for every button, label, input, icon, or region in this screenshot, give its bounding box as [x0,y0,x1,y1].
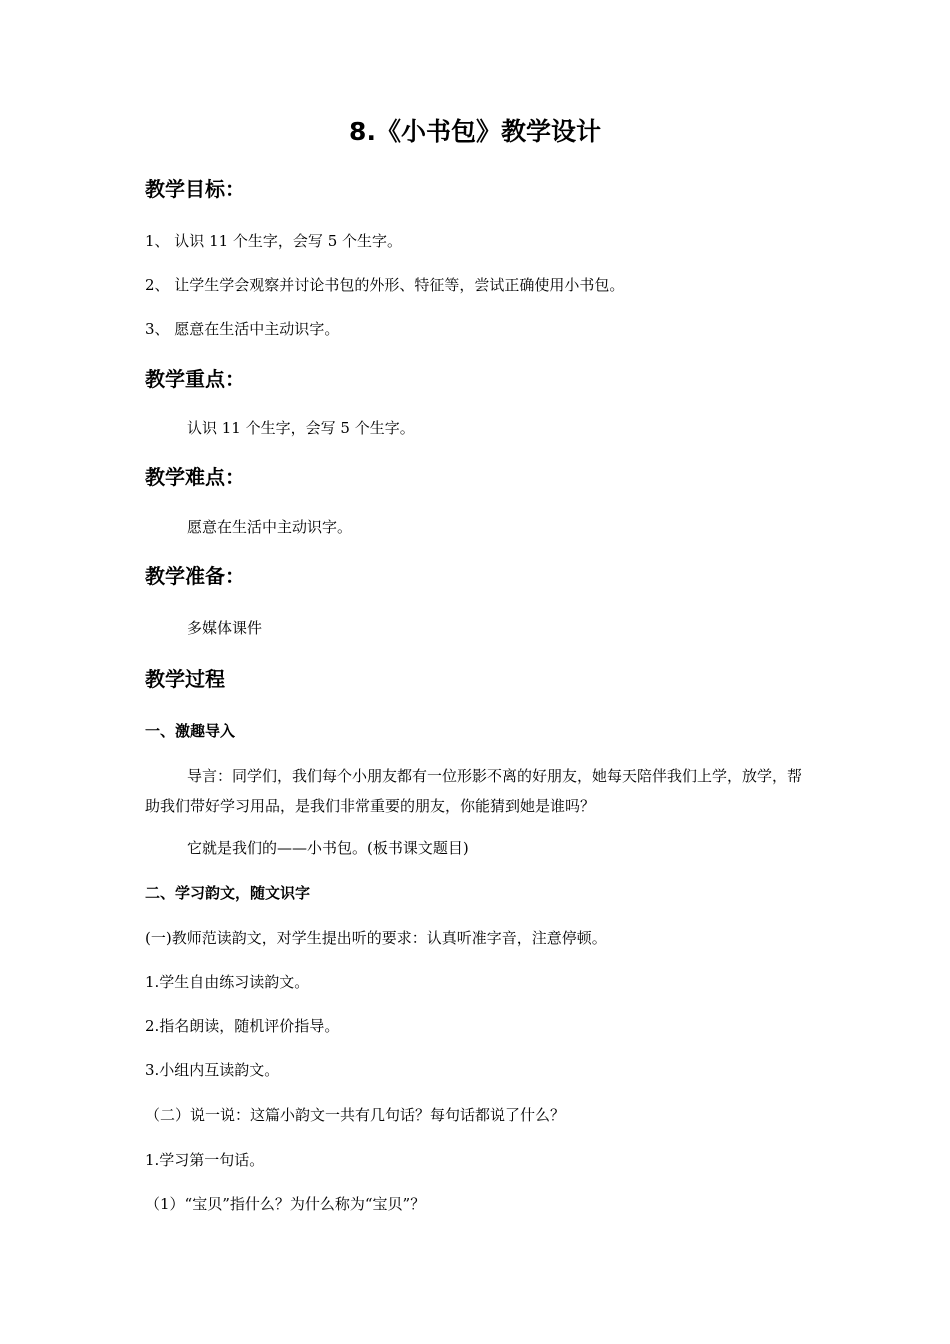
section-2-heading: 二、学习韵文，随文识字 [145,884,311,902]
process-heading: 教学过程 [145,667,225,691]
section-2-p4: 3.小组内互读韵文。 [145,1061,280,1079]
section-2-p7: （1）“宝贝”指什么？为什么称为“宝贝”？ [145,1195,426,1213]
section-1-answer: 它就是我们的——小书包。(板书课文题目) [187,839,469,857]
section-2-p3: 2.指名朗读，随机评价指导。 [145,1017,340,1035]
section-2-p2: 1.学生自由练习读韵文。 [145,973,310,991]
section-2-p1: (一)教师范读韵文，对学生提出听的要求：认真听准字音，注意停顿。 [145,929,607,947]
section-2-p6: 1.学习第一句话。 [145,1151,265,1169]
preparation-text: 多媒体课件 [187,619,263,637]
section-2-p5: （二）说一说：这篇小韵文一共有几句话？每句话都说了什么？ [145,1106,566,1124]
key-points-text: 认识 11 个生字，会写 5 个生字。 [187,419,415,437]
key-points-heading: 教学重点： [145,367,245,391]
difficulties-text: 愿意在生活中主动识字。 [187,518,353,536]
difficulties-heading: 教学难点： [145,465,245,489]
objectives-heading: 教学目标： [145,177,245,201]
objective-item-2: 2、 让学生学会观察并讨论书包的外形、特征等，尝试正确使用小书包。 [145,276,625,294]
preparation-heading: 教学准备： [145,564,245,588]
objective-item-1: 1、 认识 11 个生字，会写 5 个生字。 [145,232,403,250]
section-1-intro: 导言：同学们，我们每个小朋友都有一位形影不离的好朋友，她每天陪伴我们上学，放学，帮助我们带好学习用品，是我们非常重要的朋友，你能猜到她是谁吗？ [145,767,803,815]
objective-item-3: 3、 愿意在生活中主动识字。 [145,320,340,338]
document-title: 8.《小书包》教学设计 [349,117,601,146]
section-1-heading: 一、激趣导入 [145,722,236,740]
